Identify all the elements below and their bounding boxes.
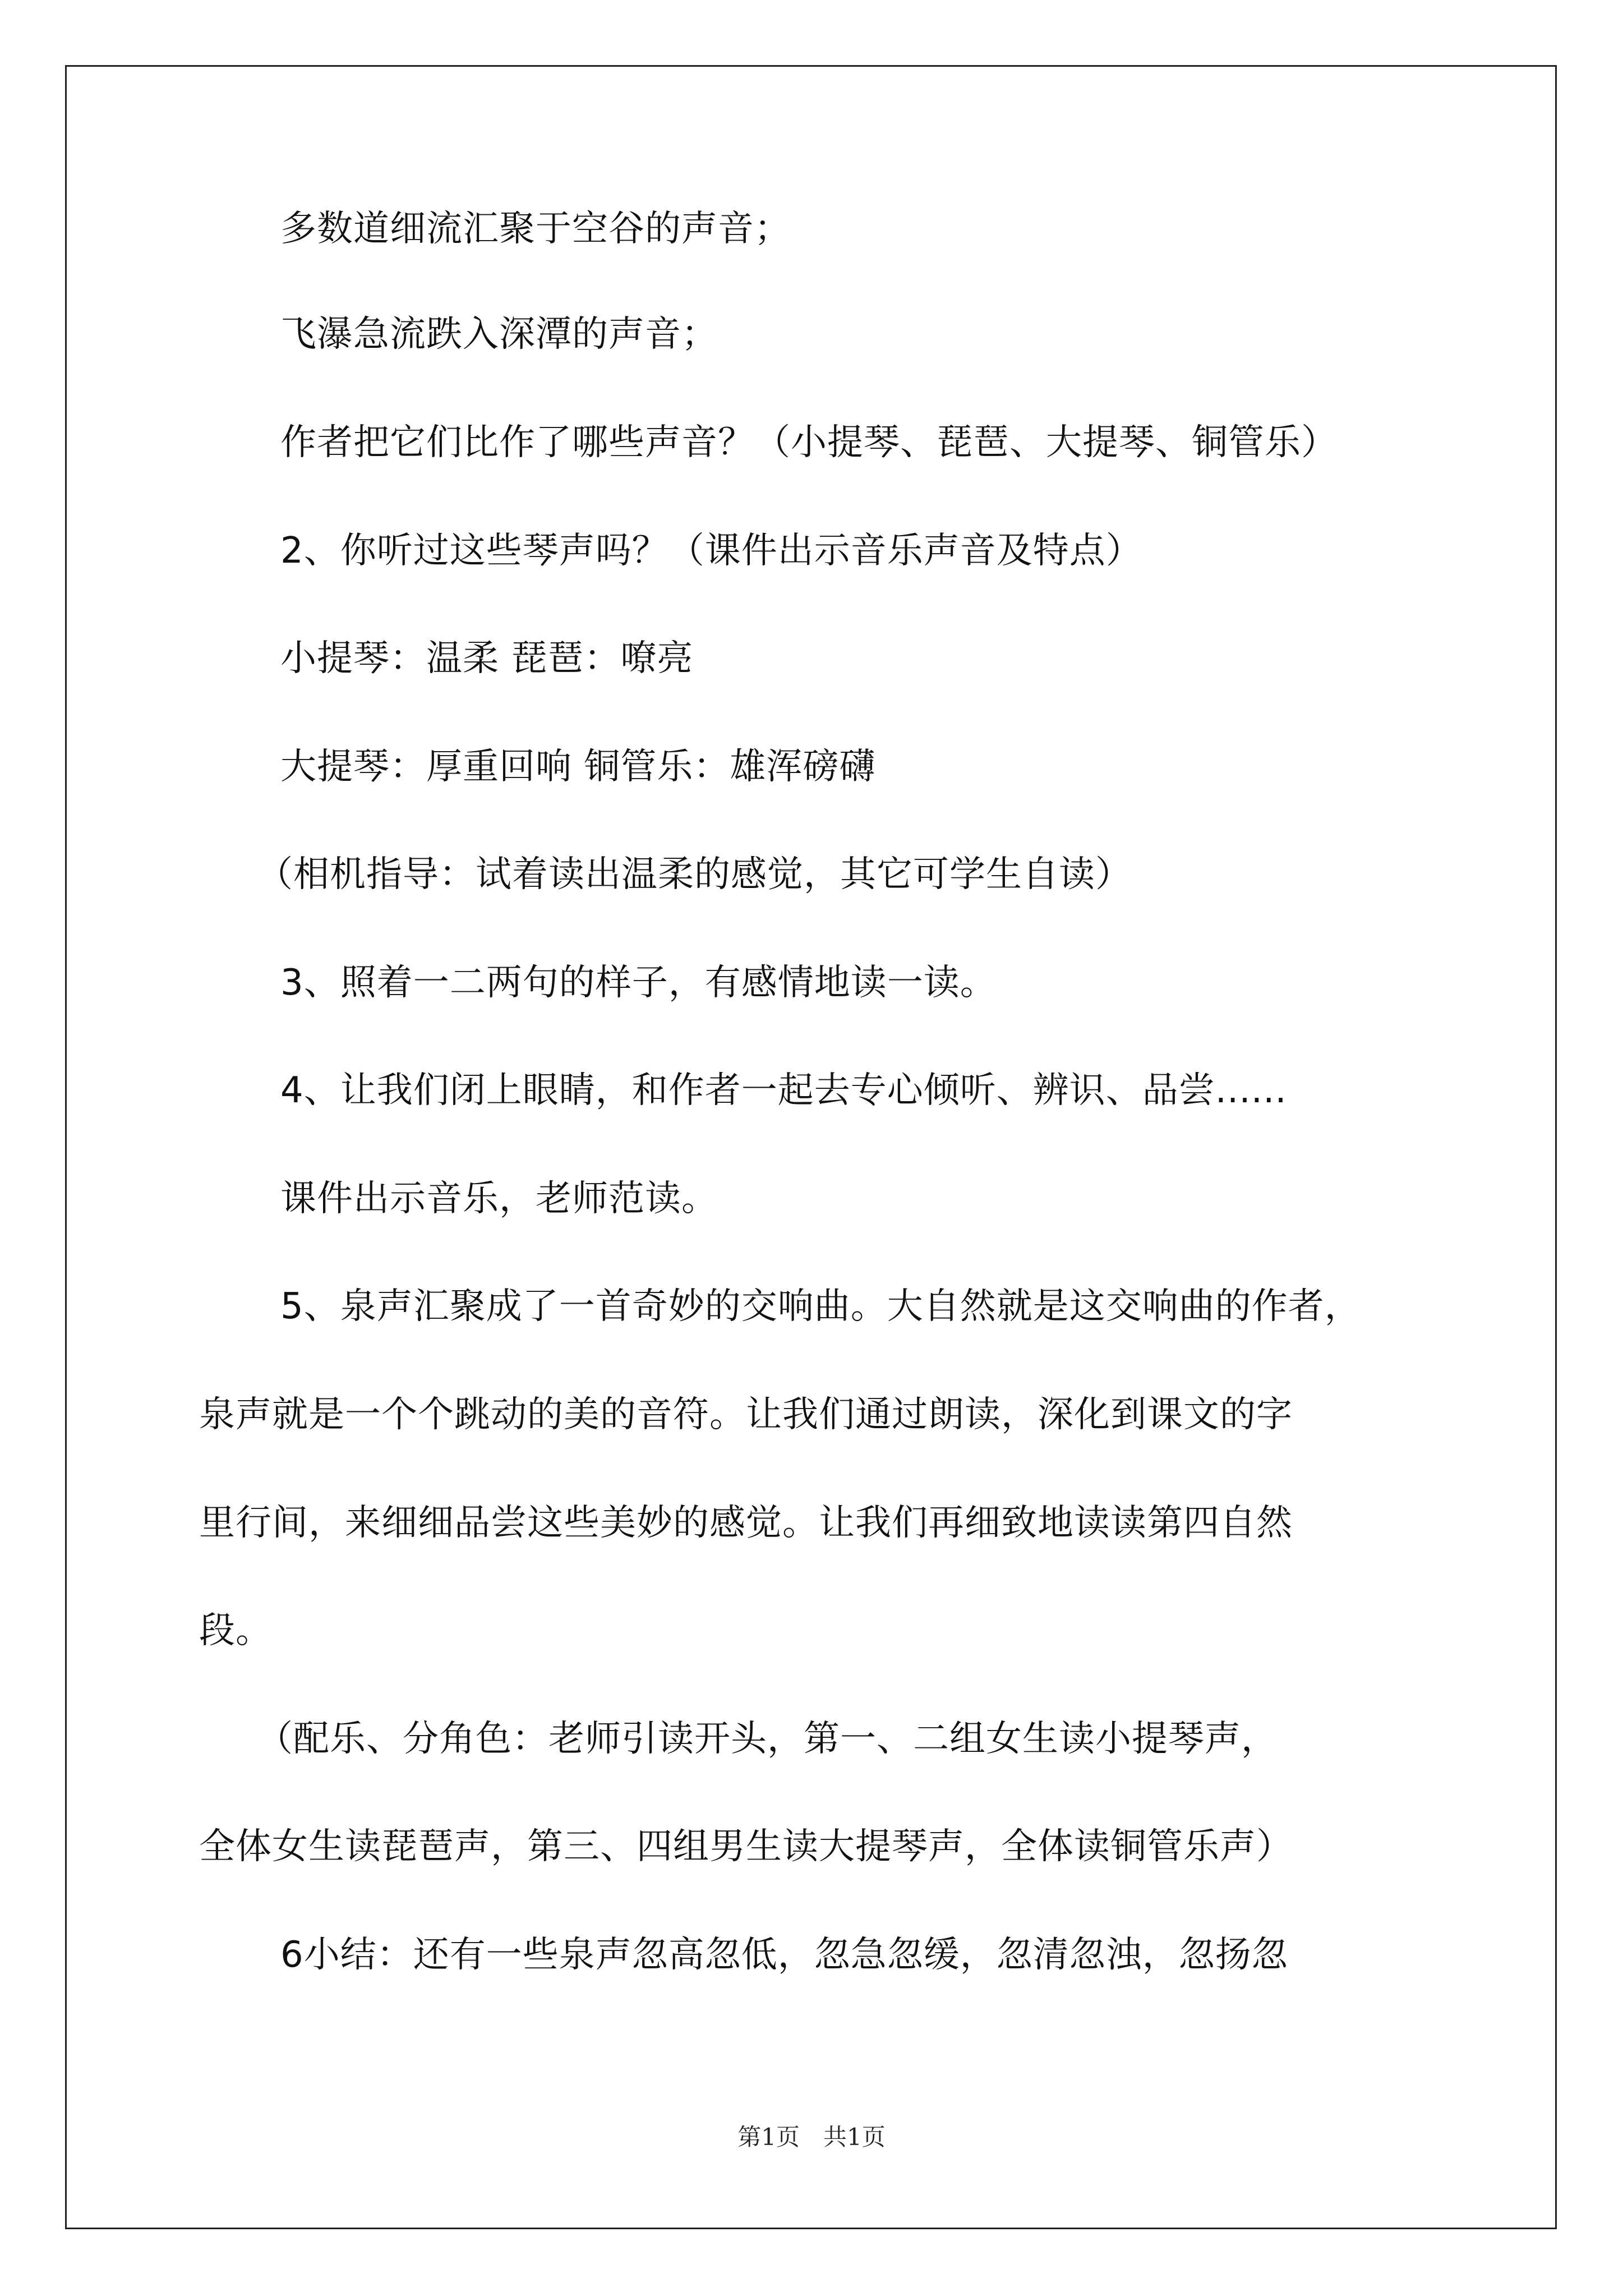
- text-line: 飞瀑急流跌入深潭的声音；: [280, 314, 718, 355]
- text-line: 小提琴：温柔 琵琶：嘹亮: [280, 638, 694, 679]
- text-line: 4、让我们闭上眼睛，和作者一起去专心倾听、辨识、品尝......: [280, 1070, 1287, 1111]
- text-line: 5、泉声汇聚成了一首奇妙的交响曲。大自然就是这交响曲的作者，: [280, 1286, 1361, 1327]
- page-border: [65, 65, 1557, 2229]
- text-line: 3、照着一二两句的样子，有感情地读一读。: [280, 962, 997, 1004]
- text-line: 泉声就是一个个跳动的美的音符。让我们通过朗读，深化到课文的字: [199, 1394, 1293, 1435]
- text-line: 2、你听过这些琴声吗？（课件出示音乐声音及特点）: [280, 530, 1142, 572]
- text-line: （配乐、分角色：老师引读开头，第一、二组女生读小提琴声，: [257, 1718, 1278, 1760]
- text-line: 段。: [199, 1610, 272, 1651]
- text-line: 里行间，来细细品尝这些美妙的感觉。让我们再细致地读读第四自然: [199, 1502, 1293, 1544]
- text-line: 作者把它们比作了哪些声音？（小提琴、琵琶、大提琴、铜管乐）: [280, 422, 1338, 463]
- text-line: 全体女生读琵琶声，第三、四组男生读大提琴声，全体读铜管乐声）: [199, 1826, 1293, 1867]
- text-line: 大提琴：厚重回响 铜管乐：雄浑磅礴: [280, 746, 876, 788]
- text-line: （相机指导：试着读出温柔的感觉，其它可学生自读）: [257, 854, 1132, 895]
- text-line: 课件出示音乐，老师范读。: [280, 1178, 718, 1220]
- page-footer: 第1页 共1页: [737, 2123, 886, 2151]
- text-line: 多数道细流汇聚于空谷的声音；: [280, 208, 791, 250]
- text-line: 6小结：还有一些泉声忽高忽低，忽急忽缓，忽清忽浊，忽扬忽: [280, 1934, 1288, 1976]
